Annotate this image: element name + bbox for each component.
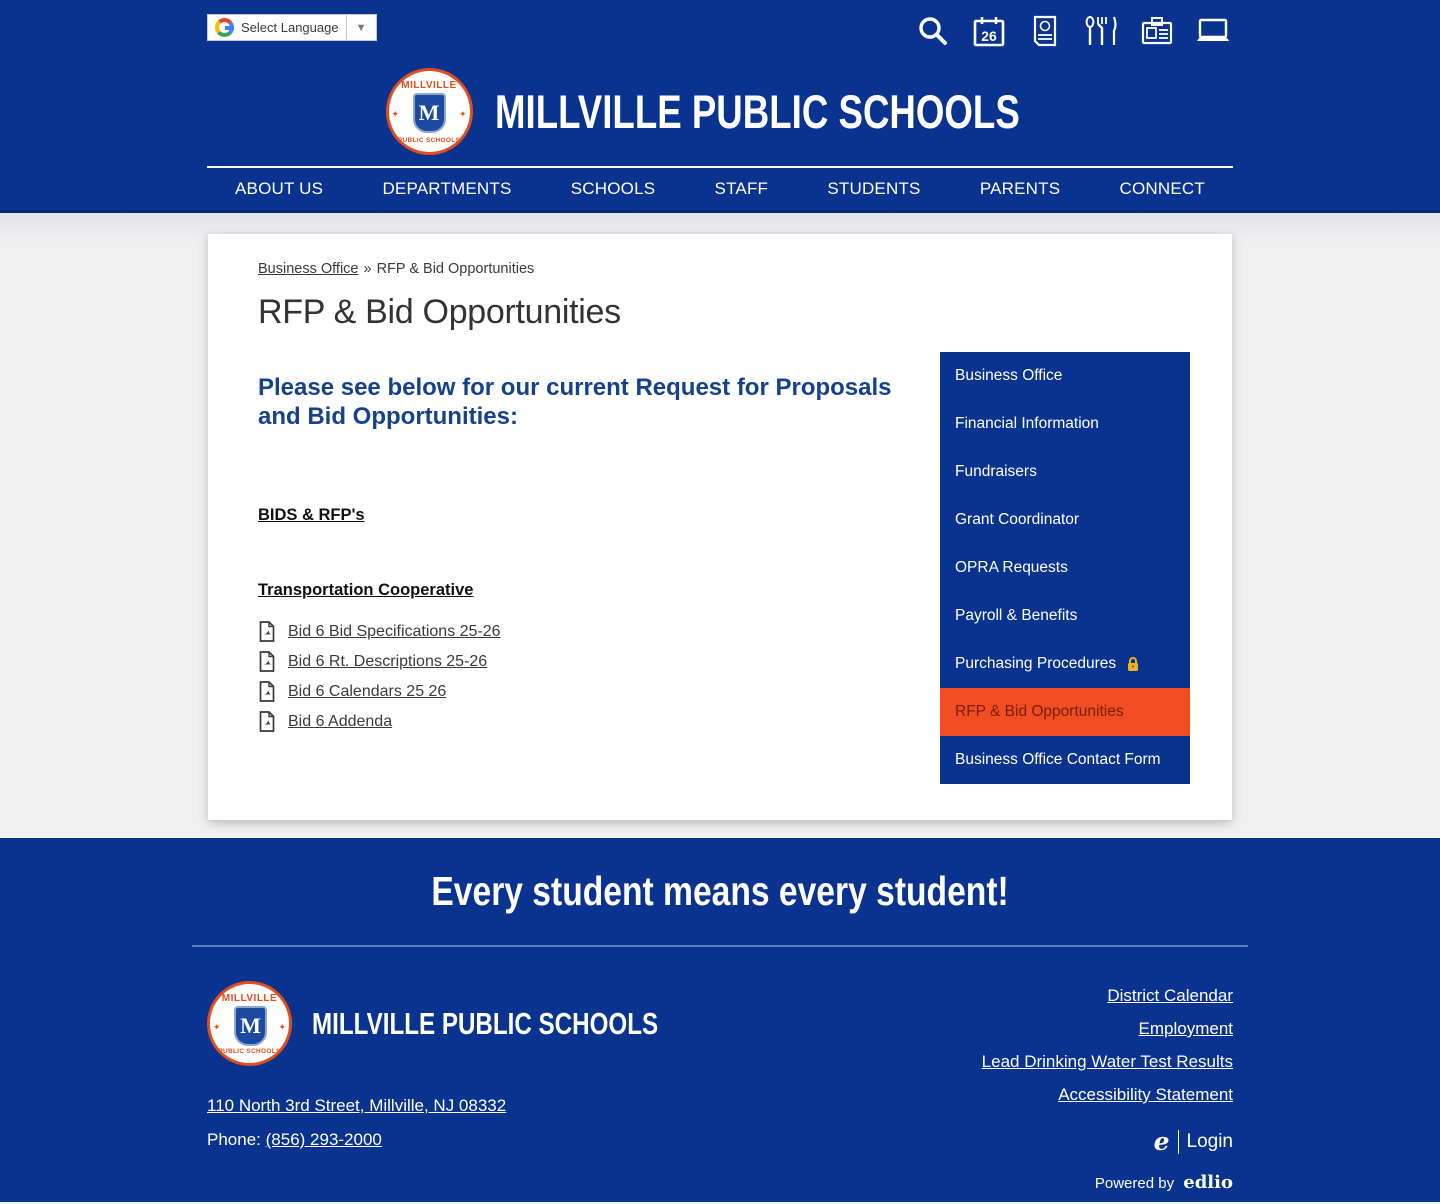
seal-star-icon: ✦ [391, 108, 400, 119]
intro-heading: Please see below for our current Request for Proposals and Bid Opportunities: [258, 374, 892, 431]
seal-top-text: MILLVILLE [221, 993, 278, 1004]
seal-star-icon: ✦ [213, 1022, 221, 1032]
sidebar-item-label: RFP & Bid Opportunities [955, 703, 1124, 720]
footer-link-accessibility-statement[interactable]: Accessibility Statement [1058, 1085, 1233, 1104]
site-header [0, 0, 1440, 213]
login-link[interactable]: Login [1186, 1130, 1233, 1152]
list-item [258, 712, 898, 732]
quicklink-icons [914, 14, 1232, 48]
breadcrumb-separator: » [363, 261, 372, 277]
search-icon[interactable] [914, 14, 952, 48]
district-seal-logo[interactable] [386, 68, 473, 155]
district-slogan: Every student means every student! [431, 868, 1009, 914]
id-card-icon[interactable] [1138, 14, 1176, 48]
footer-district-name: MILLVILLE PUBLIC SCHOOLS [312, 1005, 659, 1041]
laptop-icon[interactable] [1194, 14, 1232, 48]
pdf-file-icon [258, 651, 276, 672]
list-item [258, 652, 898, 672]
footer-contact-block [207, 981, 767, 1193]
sidebar-item-financial-information[interactable] [940, 400, 1190, 448]
powered-by-label: Powered by [1094, 1175, 1175, 1192]
nav-departments[interactable]: DEPARTMENTS [382, 179, 512, 198]
sidebar-item-label: OPRA Requests [955, 559, 1068, 576]
sidebar-item-label: Payroll & Benefits [955, 607, 1078, 624]
login-divider [1178, 1130, 1179, 1154]
pdf-file-icon [258, 681, 276, 702]
nav-parents[interactable]: PARENTS [979, 179, 1061, 198]
breadcrumb [258, 261, 1182, 277]
coop-section-heading: Transportation Cooperative [258, 580, 474, 599]
nav-about-us[interactable]: ABOUT US [235, 179, 324, 198]
sidebar-item-business-office[interactable] [940, 352, 1190, 400]
section-sidebar [940, 352, 1190, 784]
calendar-icon[interactable] [970, 14, 1008, 48]
primary-nav [207, 166, 1233, 210]
seal-bottom-text: PUBLIC SCHOOLS [218, 1048, 281, 1055]
breadcrumb-current: RFP & Bid Opportunities [376, 261, 535, 277]
translate-label: Select Language [241, 20, 339, 35]
bids-section-heading: BIDS & RFP's [258, 505, 365, 524]
pdf-file-icon [258, 711, 276, 732]
lock-icon [1126, 656, 1140, 672]
header-brand [0, 56, 1440, 166]
phone-link[interactable]: (856) 293-2000 [265, 1130, 382, 1149]
sidebar-item-label: Business Office Contact Form [955, 751, 1161, 768]
page-title: RFP & Bid Opportunities [258, 293, 621, 331]
doc-link-bid6-specifications[interactable]: Bid 6 Bid Specifications 25-26 [288, 622, 501, 640]
seal-star-icon: ✦ [458, 108, 467, 119]
doc-link-bid6-addenda[interactable]: Bid 6 Addenda [288, 712, 393, 730]
doc-link-bid6-rt-descriptions[interactable]: Bid 6 Rt. Descriptions 25-26 [288, 652, 488, 670]
page-content [258, 352, 940, 784]
footer-links-block [982, 981, 1233, 1193]
sidebar-item-label: Business Office [955, 367, 1063, 384]
list-item [258, 682, 898, 702]
sidebar-item-business-office-contact-form[interactable] [940, 736, 1190, 784]
site-title[interactable]: MILLVILLE PUBLIC SCHOOLS [494, 84, 1020, 138]
utility-bar [0, 0, 1440, 56]
phone-label: Phone: [207, 1130, 261, 1149]
nav-staff[interactable]: STAFF [714, 179, 769, 198]
doc-link-bid6-calendars[interactable]: Bid 6 Calendars 25 26 [288, 682, 447, 700]
address-link[interactable]: 110 North 3rd Street, Millville, NJ 08332 [207, 1096, 507, 1115]
content-panel [208, 234, 1232, 820]
edlio-login [982, 1129, 1233, 1154]
nav-students[interactable]: STUDENTS [827, 179, 921, 198]
seal-bottom-text: PUBLIC SCHOOLS [397, 136, 461, 144]
list-item [258, 622, 898, 642]
menus-utensils-icon[interactable] [1082, 14, 1120, 48]
sidebar-item-payroll-benefits[interactable] [940, 592, 1190, 640]
sidebar-item-label: Fundraisers [955, 463, 1037, 480]
google-logo-icon [215, 18, 234, 37]
powered-by[interactable] [982, 1172, 1233, 1193]
footer-link-employment[interactable]: Employment [1138, 1019, 1233, 1038]
site-footer [0, 838, 1440, 1202]
svg-text:26: 26 [981, 28, 997, 44]
edlio-logo-icon: e [1153, 1127, 1170, 1156]
document-list [258, 622, 898, 732]
sidebar-item-rfp-bid-opportunities[interactable] [940, 688, 1190, 736]
sidebar-item-label: Financial Information [955, 415, 1099, 432]
edlio-wordmark: edlio [1183, 1172, 1233, 1193]
sidebar-item-fundraisers[interactable] [940, 448, 1190, 496]
seal-top-text: MILLVILLE [401, 79, 457, 91]
sidebar-item-label: Grant Coordinator [955, 511, 1080, 528]
seal-star-icon: ✦ [278, 1022, 286, 1032]
sidebar-item-purchasing-procedures[interactable] [940, 640, 1190, 688]
chevron-down-icon[interactable]: ▼ [346, 14, 376, 41]
newsletter-icon[interactable] [1026, 14, 1064, 48]
main-area [0, 213, 1440, 838]
seal-monogram: M [234, 1006, 267, 1046]
nav-connect[interactable]: CONNECT [1119, 179, 1205, 198]
nav-schools[interactable]: SCHOOLS [570, 179, 656, 198]
seal-monogram: M [413, 93, 446, 133]
sidebar-item-opra-requests[interactable] [940, 544, 1190, 592]
pdf-file-icon [258, 621, 276, 642]
breadcrumb-business-office-link[interactable]: Business Office [258, 261, 359, 277]
footer-link-lead-drinking-water[interactable]: Lead Drinking Water Test Results [981, 1052, 1233, 1071]
district-seal-logo [207, 981, 292, 1066]
sidebar-item-grant-coordinator[interactable] [940, 496, 1190, 544]
sidebar-item-label: Purchasing Procedures [955, 655, 1117, 672]
footer-link-district-calendar[interactable]: District Calendar [1107, 986, 1233, 1005]
google-translate-widget[interactable] [207, 14, 377, 41]
